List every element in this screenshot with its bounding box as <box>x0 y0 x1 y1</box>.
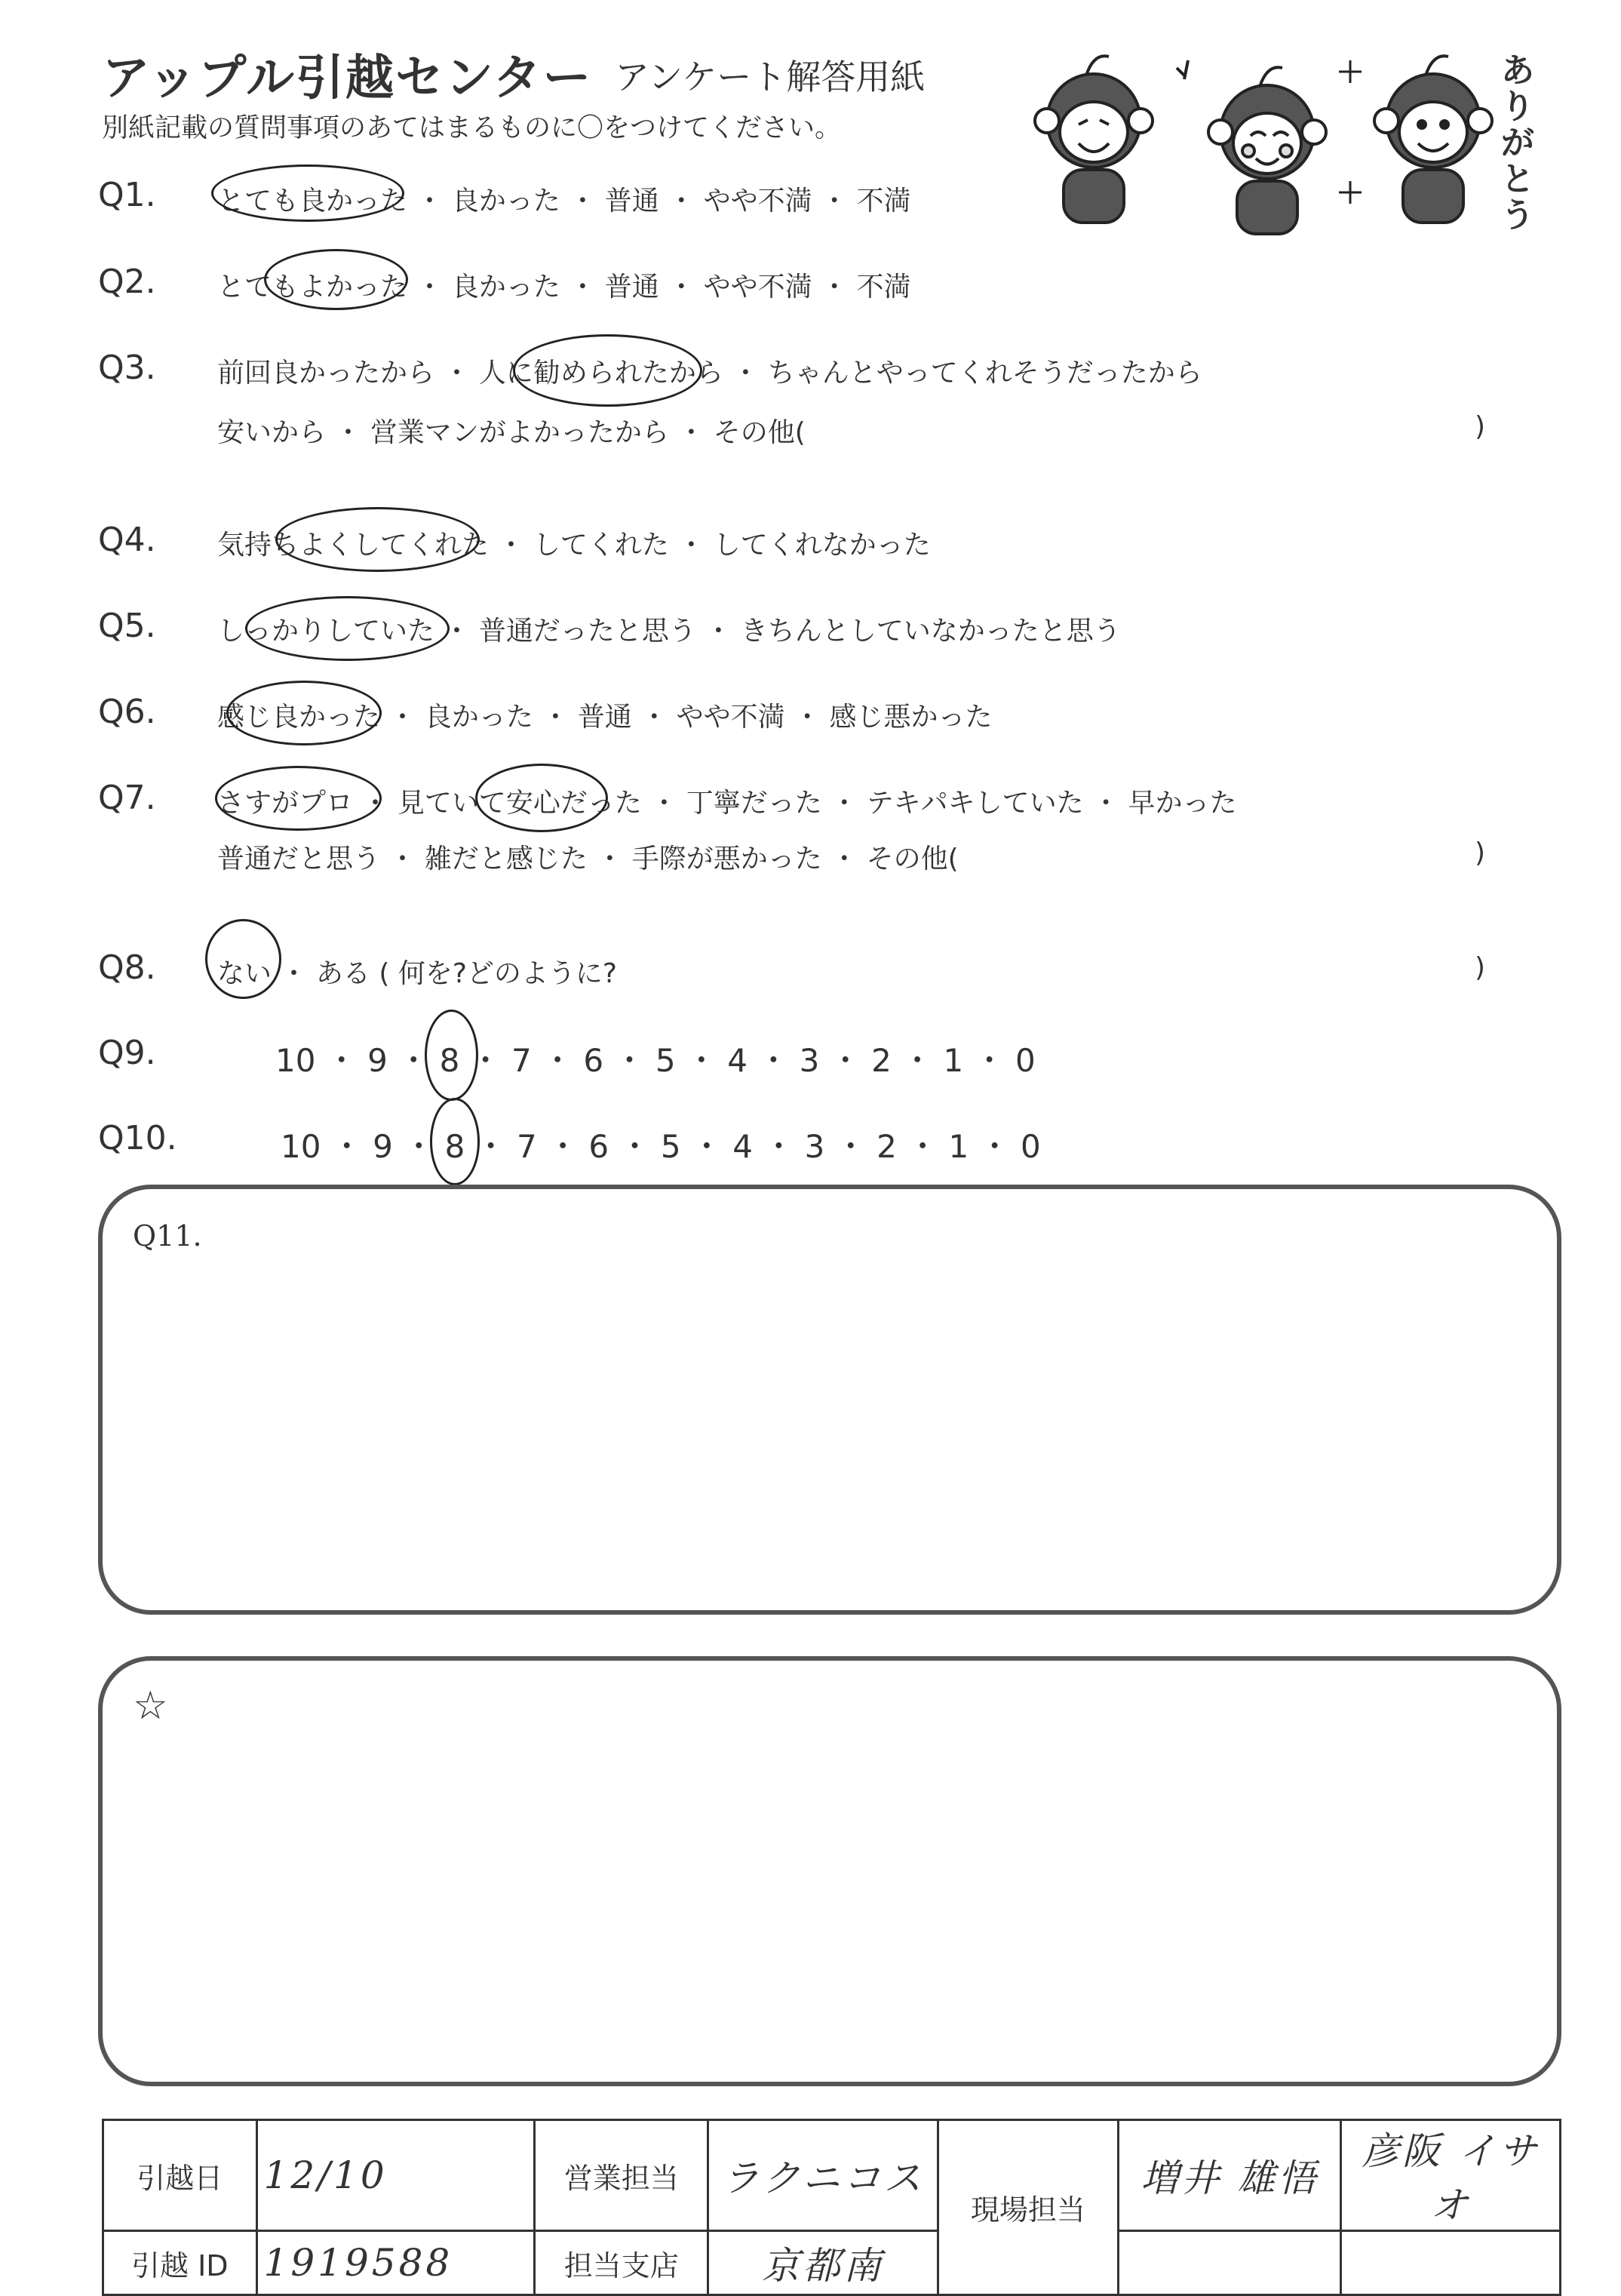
answer-circle <box>475 764 608 832</box>
q3-options-line2[interactable]: 安いから ・ 営業マンがよかったから ・ その他( <box>217 417 806 448</box>
q7-options-line2[interactable]: 普通だと思う ・ 雑だと感じた ・ 手際が悪かった ・ その他( <box>217 844 959 874</box>
q5-options[interactable]: しっかりしていた ・ 普通だったと思う ・ きちんとしていなかったと思う <box>217 616 1121 647</box>
thanks-text: ありがとう <box>1501 51 1534 235</box>
q4-options[interactable]: 気持ちよくしてくれた ・ してくれた ・ してくれなかった <box>217 530 931 561</box>
q3-options-line1[interactable]: 前回良かったから ・ 人に勧められたから ・ ちゃんとやってくれそうだったから <box>217 358 1202 389</box>
field-staff-1[interactable]: 増井 雄悟 <box>1119 2120 1341 2231</box>
answer-circle <box>245 596 450 661</box>
answer-circle <box>226 681 382 745</box>
q10-scale[interactable]: 10 ・ 9 ・ 8 ・ 7 ・ 6 ・ 5 ・ 4 ・ 3 ・ 2 ・ 1 ・ 0 <box>281 1128 1041 1165</box>
sales-label: 営業担当 <box>534 2120 708 2231</box>
q10-label: Q10. <box>98 1119 177 1157</box>
q6-label: Q6. <box>98 693 156 731</box>
q9-label: Q9. <box>98 1034 156 1072</box>
move-id-label: 引越 ID <box>103 2231 257 2295</box>
monkey-1 <box>1035 56 1153 223</box>
q7-label: Q7. <box>98 779 156 817</box>
answer-circle <box>205 919 281 999</box>
q8-label: Q8. <box>98 948 156 987</box>
move-date-value[interactable]: 12/10 <box>256 2120 534 2231</box>
q5-label: Q5. <box>98 607 156 645</box>
answer-circle <box>275 507 480 572</box>
q1-label: Q1. <box>98 176 156 214</box>
q8-options[interactable]: ない ・ ある ( 何を?どのように? <box>217 958 618 989</box>
q11-label: Q11. <box>133 1219 202 1253</box>
branch-label: 担当支店 <box>534 2231 708 2295</box>
monkey-mascot-illustration <box>1026 45 1531 249</box>
company-name: アップル引越センター <box>102 51 593 106</box>
move-info-table <box>102 2119 1561 2296</box>
star-comment-box[interactable] <box>98 1656 1561 2086</box>
answer-circle <box>264 249 408 310</box>
answer-circle <box>211 164 404 222</box>
q11-comment-box[interactable] <box>98 1185 1561 1615</box>
monkey-2 <box>1208 67 1326 234</box>
q1-options[interactable]: とても良かった ・ 良かった ・ 普通 ・ やや不満 ・ 不満 <box>217 186 911 217</box>
monkey-3 <box>1374 56 1492 223</box>
branch-name-value[interactable]: 京都南 <box>708 2231 938 2295</box>
field-staff-4[interactable] <box>1341 2231 1561 2295</box>
q8-paren-close: ) <box>1475 952 1486 983</box>
q4-label: Q4. <box>98 521 156 559</box>
q7-options-line1[interactable]: さすがプロ ・ 見ていて安心だった ・ 丁寧だった ・ テキパキしていた ・ 早かった <box>217 788 1237 819</box>
form-title: アンケート解答用紙 <box>615 57 926 97</box>
q9-scale[interactable]: 10 ・ 9 ・ 8 ・ 7 ・ 6 ・ 5 ・ 4 ・ 3 ・ 2 ・ 1 ・ 0 <box>275 1042 1036 1079</box>
instructions: 別紙記載の質問事項のあてはまるものに〇をつけてください。 <box>102 113 842 143</box>
move-date-label: 引越日 <box>103 2120 257 2231</box>
q3-paren-close: ) <box>1475 411 1486 442</box>
q2-label: Q2. <box>98 263 156 301</box>
answer-circle <box>430 1098 480 1185</box>
answer-circle <box>425 1010 478 1101</box>
field-staff-label: 現場担当 <box>938 2120 1118 2295</box>
move-id-value[interactable]: 1919588 <box>256 2231 534 2295</box>
q6-options[interactable]: 感じ良かった ・ 良かった ・ 普通 ・ やや不満 ・ 感じ悪かった <box>217 702 993 733</box>
q7-paren-close: ) <box>1475 838 1486 868</box>
field-staff-3[interactable] <box>1119 2231 1341 2295</box>
sales-name-value[interactable]: ラクニコス <box>708 2120 938 2231</box>
star-label: ☆ <box>133 1683 168 1729</box>
field-staff-2[interactable]: 彦阪 イサオ <box>1341 2120 1561 2231</box>
answer-circle <box>215 766 382 831</box>
answer-circle <box>513 334 702 407</box>
q2-options[interactable]: とてもよかった ・ 良かった ・ 普通 ・ やや不満 ・ 不満 <box>217 272 911 303</box>
q3-label: Q3. <box>98 349 156 387</box>
